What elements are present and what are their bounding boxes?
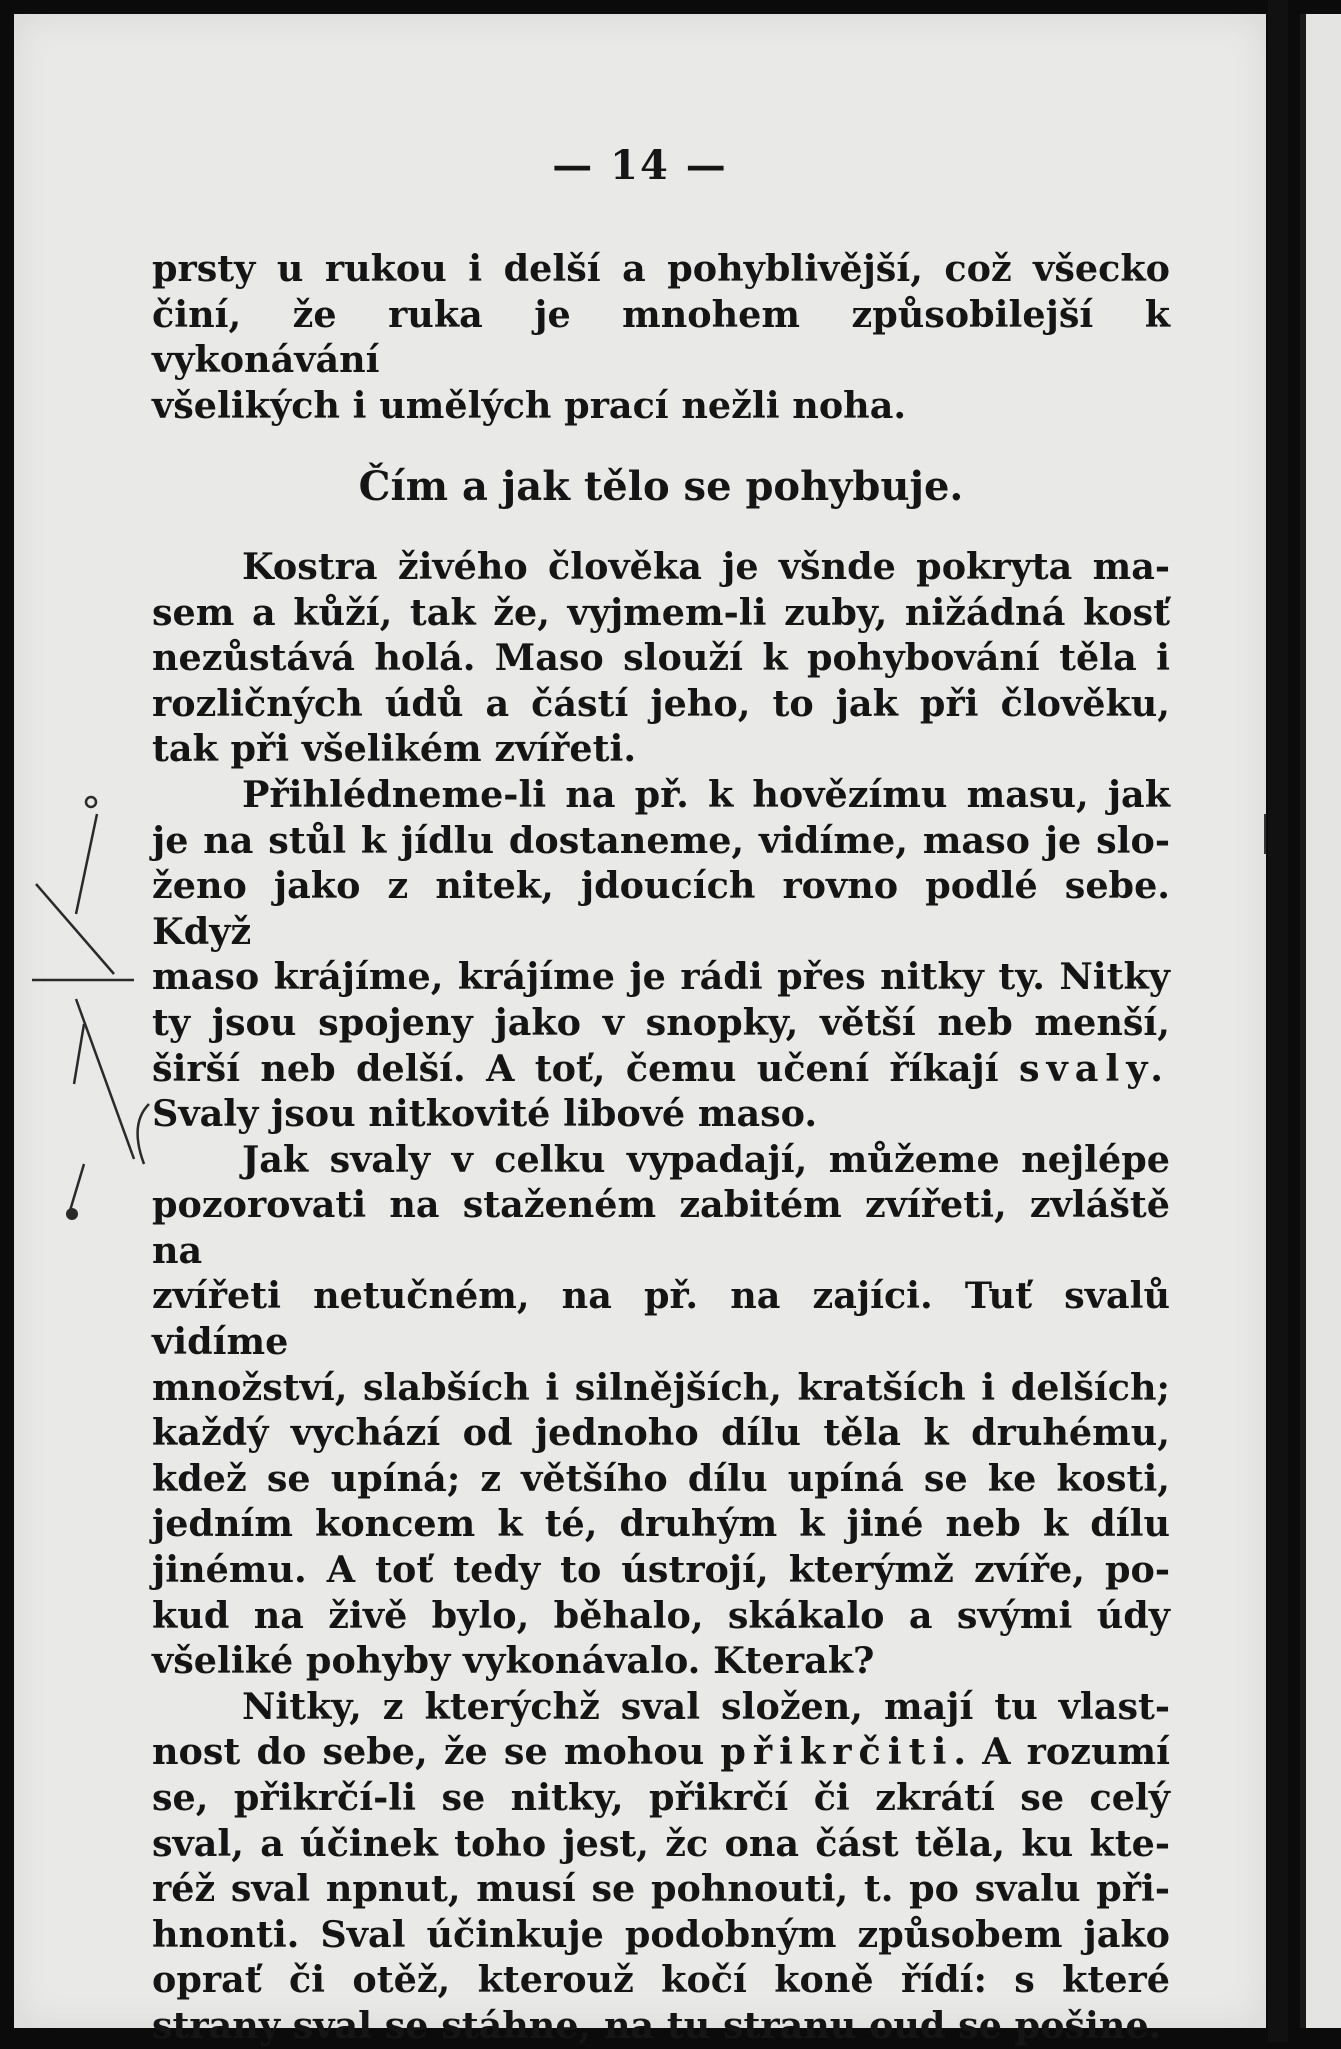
text-line: množství, slabších i silnějších, kratších i delších; [152,1365,1170,1409]
text-line: kdež se upíná; z většího dílu upíná se ke kosti, [152,1456,1170,1500]
binding-shadow [1268,0,1288,2042]
page-number: — 14 — [552,142,728,189]
text-line: maso krájíme, krájíme je rádi přes nitky ty. Nitky [152,955,1170,999]
emphasized-term: svaly. [1018,1046,1170,1090]
text-line: je na stůl k jídlu dostaneme, vidíme, maso je slo- [152,818,1170,862]
text-line: oprať či otěž, kterouž kočí koně řídí: s které [152,1958,1170,2002]
text-line: všelikých i umělých prací nežli noha. [152,383,907,427]
text-line: každý vychází od jednoho dílu těla k druhému, [152,1411,1170,1455]
book-page [14,14,1266,2047]
text-line: ženo jako z nitek, jdoucích rovno podlé sebe. Když [152,864,1170,953]
text-line: jedním koncem k té, druhým k jiné neb k dílu [152,1502,1170,1546]
text-line: se, přikrčí-li se nitky, přikrčí či zkrátí se celý [152,1776,1170,1819]
emphasized-term: přikrčiti [720,1730,954,1774]
section-heading: Čím a jak tělo se pohybuje. [358,463,964,511]
text-line: činí, že ruka je mnohem způsobilejší k vykonávání [152,292,1170,382]
text-line: Svaly jsou nitkovité libové maso. [152,1092,818,1136]
text-line: rozličných údů a částí jeho, to jak při člověku, [152,681,1170,725]
text-line: réž sval npnut, musí se pohnouti, t. po svalu při- [152,1867,1170,1911]
text-line: hnonti. Sval účinkuje podobným způsobem jako [152,1912,1170,1956]
text-line: Přihlédneme-li na př. k hovězímu masu, jak [242,772,1170,816]
facing-page-edge [1300,14,1341,2028]
text-span: nost do sebe, že se mohou [152,1730,721,1774]
text-span: . A rozumí [953,1730,1170,1774]
text-line: kud na živě bylo, běhalo, skákalo a svými údy [152,1593,1170,1637]
text-line: jinému. A toť tedy to ústrojí, kterýmž zvíře, po- [152,1548,1170,1592]
text-line: sval, a účinek toho jest, žc ona část těla, ku kte- [152,1821,1170,1865]
text-line: pozorovati na staženém zabitém zvířeti, zvláště na [152,1183,1170,1272]
text-line: prsty u rukou i delší a pohyblivější, což všecko [152,247,1170,290]
text-line: Nitky, z kterýchž sval složen, mají tu vlast- [242,1684,1170,1728]
text-line: nezůstává holá. Maso slouží k pohybování těla i [152,636,1170,680]
pencil-annotation [14,14,1266,2028]
text-line: sem a kůží, tak že, vyjmem-li zuby, nižádná kosť [152,590,1170,634]
text-line: tak při všelikém zvířeti. [152,727,637,771]
text-line: zvířeti netučném, na př. na zajíci. Tuť svalů vidíme [152,1274,1170,1364]
text-line: strany sval se stáhne, na tu stranu oud se pošine. [152,2003,1162,2047]
text-line: Jak svaly v celku vypadají, můžeme nejlépe [242,1137,1170,1181]
text-line: všeliké pohyby vykonávalo. Kterak? [152,1639,875,1683]
text-line: ty jsou spojeny jako v snopky, větší neb menší, [152,1000,1170,1044]
text-span: širší neb delší. A toť, čemu učení říkají [152,1046,1019,1090]
text-line: Kostra živého člověka je všnde pokryta ma- [242,544,1170,588]
